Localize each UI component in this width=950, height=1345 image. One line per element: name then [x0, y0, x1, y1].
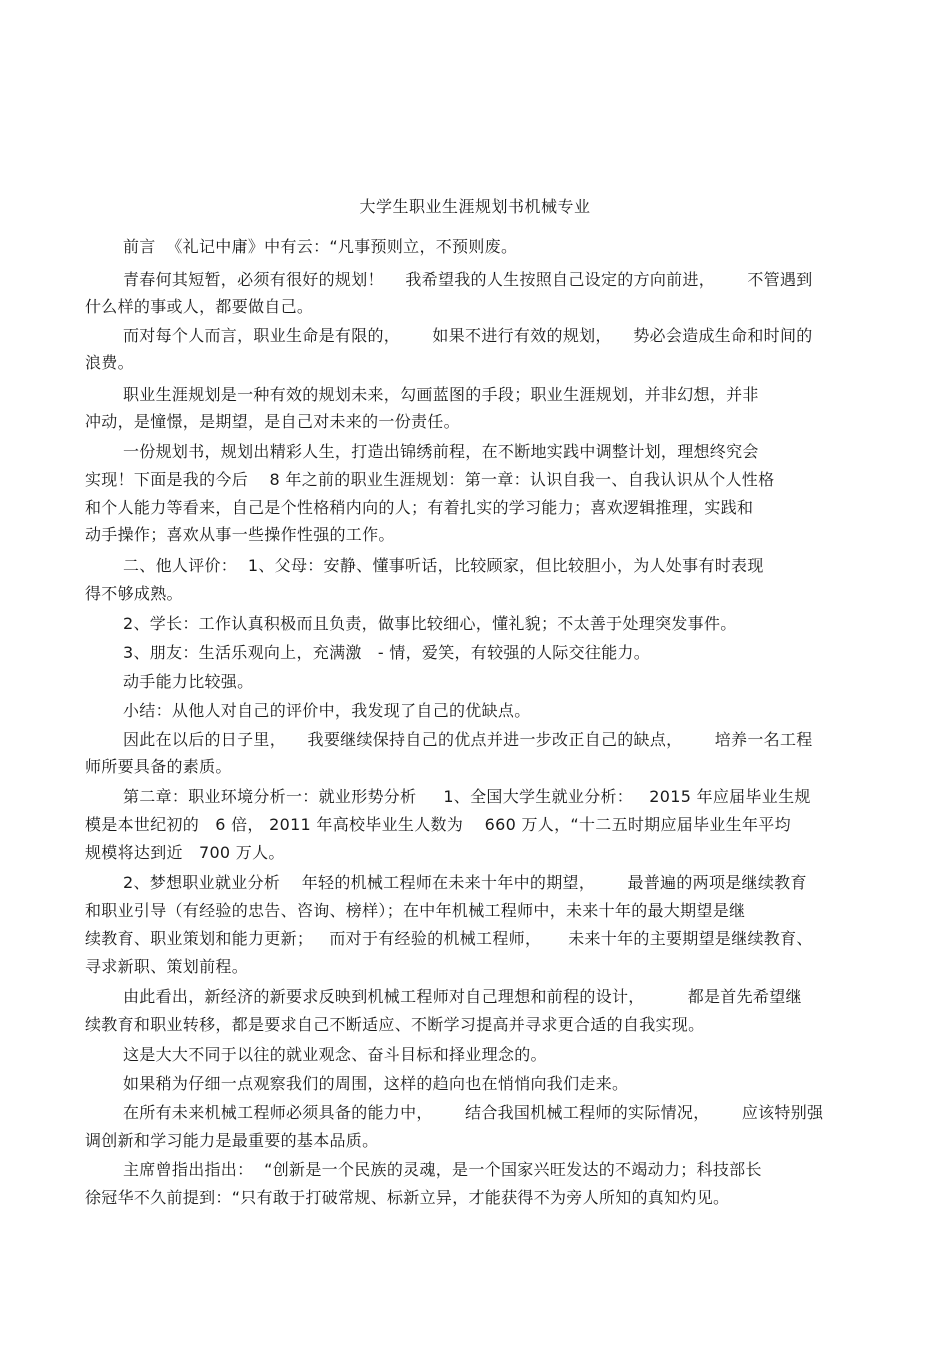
- paragraph-line: 2、学长：工作认真积极而且负责，做事比较细心，懂礼貌；不太善于处理突发事件。: [123, 614, 737, 633]
- paragraph-line: 第二章：职业环境分析一：就业形势分析 1、全国大学生就业分析： 2015 年应届毕业生规: [123, 787, 811, 806]
- paragraph-line: 职业生涯规划是一种有效的规划未来，勾画蓝图的手段；职业生涯规划，并非幻想，并非: [123, 385, 759, 404]
- paragraph-line: 前言 《礼记中庸》中有云：“凡事预则立，不预则废。: [123, 237, 518, 256]
- paragraph-line: 冲动，是憧憬，是期望，是自己对未来的一份责任。: [85, 412, 460, 431]
- paragraph-line: 在所有未来机械工程师必须具备的能力中， 结合我国机械工程师的实际情况， 应该特别强: [123, 1103, 824, 1122]
- paragraph-line: 因此在以后的日子里， 我要继续保持自己的优点并进一步改正自己的缺点， 培养一名工程: [123, 730, 813, 749]
- paragraph-line: 得不够成熟。: [85, 584, 183, 603]
- paragraph-line: 和职业引导（有经验的忠告、咨询、榜样）；在中年机械工程师中，未来十年的最大期望是继: [85, 901, 746, 920]
- paragraph-line: 主席曾指出指出： “创新是一个民族的灵魂，是一个国家兴旺发达的不竭动力；科技部长: [123, 1160, 762, 1179]
- paragraph-line: 师所要具备的素质。: [85, 757, 232, 776]
- paragraph-line: 什么样的事或人，都要做自己。: [85, 297, 314, 316]
- paragraph-line: 和个人能力等看来，自己是个性格稍内向的人；有着扎实的学习能力；喜欢逻辑推理，实践和: [85, 498, 754, 517]
- paragraph-line: 二、他人评价： 1、父母：安静、懂事听话，比较顾家，但比较胆小，为人处事有时表现: [123, 556, 764, 575]
- paragraph-line: 动手能力比较强。: [123, 672, 254, 691]
- paragraph-line: 实现！下面是我的今后 8 年之前的职业生涯规划：第一章：认识自我一、自我认识从个人性格: [85, 470, 775, 489]
- document-title: 大学生职业生涯规划书机械专业: [359, 197, 591, 216]
- paragraph-line: 动手操作；喜欢从事一些操作性强的工作。: [85, 525, 395, 544]
- paragraph-line: 规模将达到近 700 万人。: [85, 843, 285, 862]
- paragraph-line: 小结：从他人对自己的评价中，我发现了自己的优缺点。: [123, 701, 531, 720]
- paragraph-line: 浪费。: [85, 353, 134, 372]
- paragraph-line: 续教育和职业转移，都是要求自己不断适应、不断学习提高并寻求更合适的自我实现。: [85, 1015, 705, 1034]
- paragraph-line: 由此看出，新经济的新要求反映到机械工程师对自己理想和前程的设计， 都是首先希望继: [123, 987, 802, 1006]
- paragraph-line: 寻求新职、策划前程。: [85, 957, 249, 976]
- paragraph-line: 2、梦想职业就业分析 年轻的机械工程师在未来十年中的期望， 最普遍的两项是继续教育: [123, 873, 807, 892]
- paragraph-line: 青春何其短暂，必须有很好的规划！ 我希望我的人生按照自己设定的方向前进， 不管遇到: [123, 270, 813, 289]
- paragraph-line: 徐冠华不久前提到：“只有敢于打破常规、标新立异，才能获得不为旁人所知的真知灼见。: [85, 1188, 730, 1207]
- paragraph-line: 调创新和学习能力是最重要的基本品质。: [85, 1131, 379, 1150]
- paragraph-line: 3、朋友：生活乐观向上，充满激 - 情，爱笑，有较强的人际交往能力。: [123, 643, 651, 662]
- paragraph-line: 这是大大不同于以往的就业观念、奋斗目标和择业理念的。: [123, 1045, 547, 1064]
- paragraph-line: 而对每个人而言，职业生命是有限的， 如果不进行有效的规划， 势必会造成生命和时间的: [123, 326, 813, 345]
- paragraph-line: 续教育、职业策划和能力更新； 而对于有经验的机械工程师， 未来十年的主要期望是继续教育、: [85, 929, 813, 948]
- paragraph-line: 模是本世纪初的 6 倍， 2011 年高校毕业生人数为 660 万人，“十二五时期应届毕业生年平均: [85, 815, 791, 834]
- paragraph-line: 如果稍为仔细一点观察我们的周围，这样的趋向也在悄悄向我们走来。: [123, 1074, 629, 1093]
- paragraph-line: 一份规划书，规划出精彩人生，打造出锦绣前程，在不断地实践中调整计划，理想终究会: [123, 442, 759, 461]
